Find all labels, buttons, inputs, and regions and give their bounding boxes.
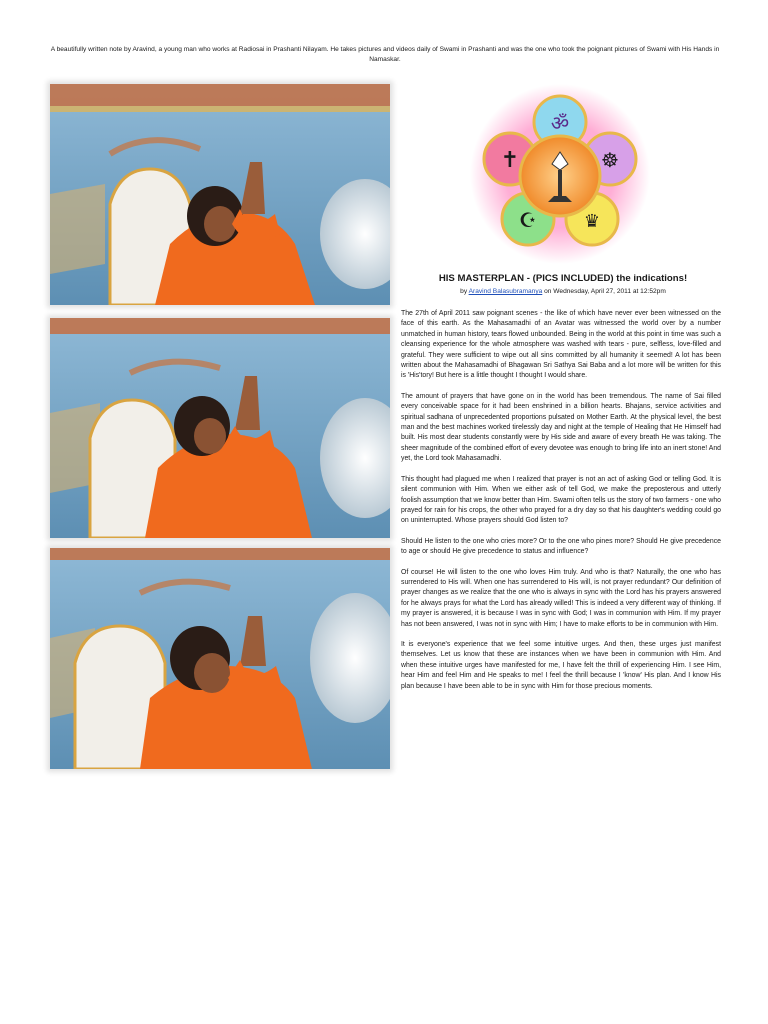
article-title: HIS MASTERPLAN - (PICS INCLUDED) the indications! xyxy=(438,273,688,284)
svg-text:☪: ☪ xyxy=(519,208,537,232)
photo-namaskar-3 xyxy=(50,548,390,769)
svg-text:☸: ☸ xyxy=(601,148,619,172)
svg-text:✝: ✝ xyxy=(500,148,520,173)
photo-namaskar-1 xyxy=(50,84,390,305)
byline-date: on Wednesday, April 27, 2011 at 12:52pm xyxy=(544,288,666,295)
svg-text:♛: ♛ xyxy=(583,211,601,232)
article-paragraph: The amount of prayers that have gone on in the world has been tremendous. The name of Sai filled every conceivable space for it had been enshrined in a billion hearts. Bhajans, service activities and spiritual sadhana of unprecedented proportions pulsated on Mother Earth. At the physical level, the best man and the best machines worked tirelessly day and night at the temple of Healing that He Himself had built. His most dear students constantly were by His side and aware of every breath He was taking. The sheer magnitude of the combined effort of every devotee was enough to bring life into an inert stone! And yet, the Lord took Mahasamadhi. xyxy=(401,392,721,463)
byline-prefix: by xyxy=(460,288,468,295)
sarva-dharma-emblem xyxy=(470,84,650,264)
article-paragraph: It is everyone's experience that we feel some intuitive urges. And then, these urges just manifest themselves. Let us know that these are instances when we have been in communion with Him. And when these intuitive urges have manifested for me, I have felt the thrill of experiencing Him. I see Him, hear Him and feel Him and He speaks to me! I feel the thrill because I 'know' His plan. And I know His plan because I have been able to be in sync with Him for those precious moments. xyxy=(401,640,721,690)
svg-text:ॐ: ॐ xyxy=(550,111,570,135)
article-paragraph: This thought had plagued me when I realized that prayer is not an act of asking God or telling God. It is silent communion with Him. When we either ask of tell God, we make the preposterous and utterly foolish assumption that we know better than Him. Swami often tells us the story of two farmers - one who prayed for rain for his crops, the other who prayed for a dry day so that his daughter's wedding could go on uninterrupted. Whose prayers should God listen to? xyxy=(401,475,721,525)
photo-namaskar-2 xyxy=(50,318,390,538)
article-byline xyxy=(398,288,728,295)
intro-note: A beautifully written note by Aravind, a young man who works at Radiosai in Prashanti Nilayam. He takes pictures and videos daily of Swami in Prashanti and was the one who took the poignant pictures of Swami with His Hands in Namaskar. xyxy=(50,46,720,63)
article-body xyxy=(401,309,721,702)
article-paragraph: Of course! He will listen to the one who loves Him truly. And who is that? Naturally, the one who has surrendered to His will. When one has surrendered to His will, is not prayer redundant? Our definition of prayer changes as we realize that the one who is always in sync with the Lord has his prayers answered for he always prays for what the Lord has already willed! This is indeed a very different way of thinking. If my prayer is answered, it is because I was in sync with God; I was in communion with Him. If my prayer has not been answered, I was not in sync with Him; I have to make efforts to be in communion with Him. xyxy=(401,568,721,628)
article-paragraph: The 27th of April 2011 saw poignant scenes - the like of which have never ever been witnessed on the face of this earth. As the Mahasamadhi of an Avatar was witnessed the world over by a number unmatched in human history, tears flowed unbounded. Being in the world at this point in time was such a cleansing experience for the whole atmosphere was washed with tears - pure, selfless, love-filled and grateful. They were sufficient to wipe out all sins committed by all humanity it seemed! A lot has been written about the Mahasamadhi of Bhagawan Sri Sathya Sai Baba and a lot more will be written for this is 'His'tory! But here is a little thought I thought I would share. xyxy=(401,310,721,380)
article-paragraph: Should He listen to the one who cries more? Or to the one who pines more? Should He give precedence to age or should He give precedence to status and influence? xyxy=(401,537,721,556)
author-link[interactable]: Aravind Balasubramanya xyxy=(468,288,543,295)
